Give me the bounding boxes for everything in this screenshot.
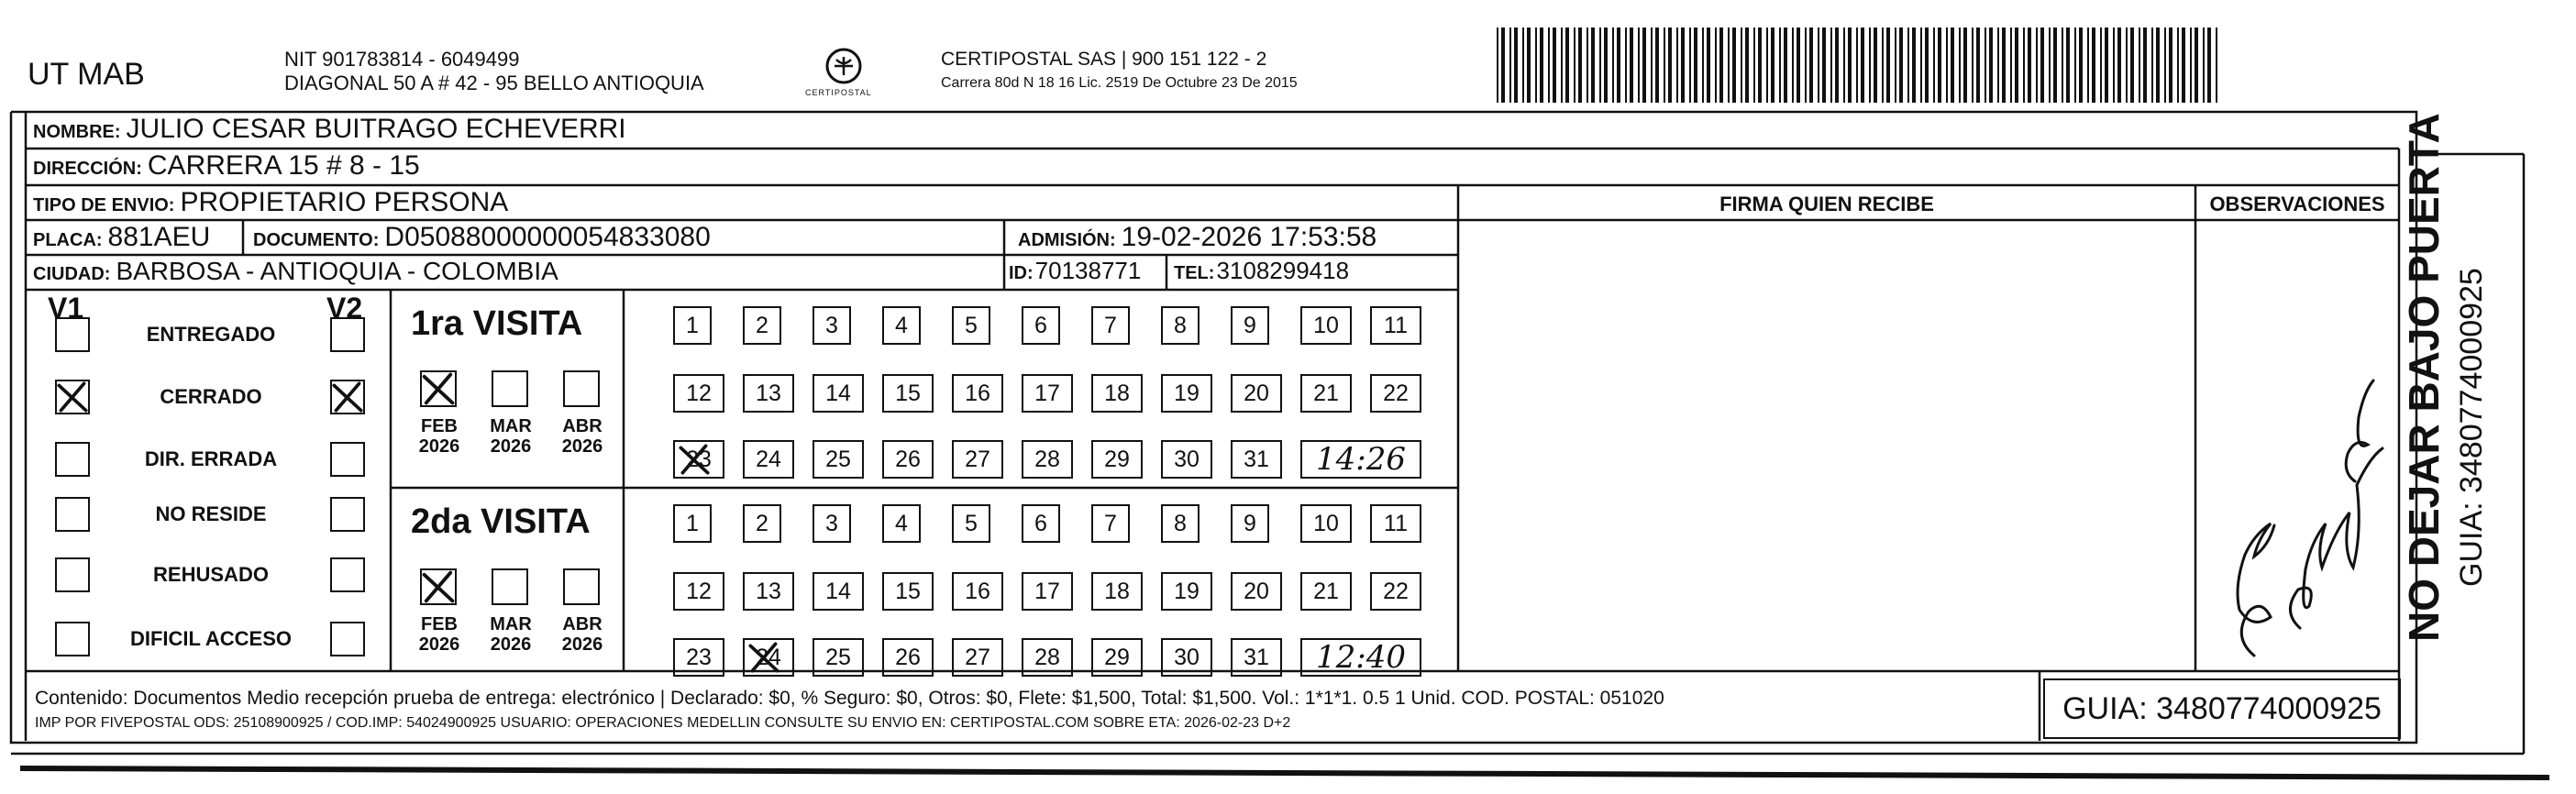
day-box[interactable]: 9: [1231, 306, 1269, 345]
day-box[interactable]: 7: [1091, 306, 1130, 345]
observations-header: OBSERVACIONES: [2209, 193, 2385, 215]
plate-value: 881AEU: [107, 222, 211, 252]
print-info: IMP POR FIVEPOSTAL ODS: 25108900925 / COD.IMP: 54024900925 USUARIO: OPERACIONES MEDELLIN CONSULTE SU ENVIO EN: CERTIPOSTAL.COM SOBRE ETA: 2026-02-23 D+2: [35, 715, 1291, 731]
day-box[interactable]: 30: [1161, 440, 1212, 479]
month-name: FEB: [421, 614, 458, 634]
day-box[interactable]: 4: [882, 306, 921, 345]
v2-header: V2: [326, 292, 363, 325]
courier-license: Carrera 80d N 18 16 Lic. 2519 De Octubre 23 De 2015: [941, 75, 1298, 91]
no-leave-under-door-notice: NO DEJAR BAJO PUERTA: [2400, 113, 2448, 642]
month-label: [554, 614, 611, 655]
day-box[interactable]: 23: [673, 440, 724, 479]
visit-title: 2da VISITA: [411, 502, 591, 541]
day-box[interactable]: 20: [1231, 572, 1282, 611]
day-box[interactable]: 15: [882, 374, 934, 413]
day-box[interactable]: 29: [1091, 638, 1143, 677]
day-box[interactable]: 2: [743, 306, 781, 345]
day-box[interactable]: 26: [882, 638, 934, 677]
plate-field: [33, 222, 210, 253]
visit-time: 14:26: [1300, 440, 1421, 479]
shipment-type: PROPIETARIO PERSONA: [180, 187, 509, 217]
day-box[interactable]: 16: [952, 572, 1003, 611]
status-option-label: NO RESIDE: [155, 502, 267, 525]
month-year: 2026: [418, 634, 460, 655]
tel-label: TEL:: [1174, 263, 1215, 283]
v1-checkbox[interactable]: [55, 497, 90, 532]
month-label: [482, 614, 539, 655]
month-year: 2026: [561, 634, 603, 655]
month-name: MAR: [490, 416, 532, 436]
tel-field: [1174, 257, 1349, 285]
handwriting-scribble: [2199, 225, 2397, 669]
id-label: ID:: [1009, 263, 1034, 283]
day-box[interactable]: 14: [813, 572, 864, 611]
admission-field: [1018, 222, 1376, 253]
day-box[interactable]: 25: [813, 638, 864, 677]
v2-checkbox[interactable]: [330, 442, 365, 477]
day-box[interactable]: 6: [1022, 504, 1060, 543]
check-mark-icon: [675, 440, 713, 479]
city-value: BARBOSA - ANTIOQUIA - COLOMBIA: [116, 257, 558, 285]
month-year: 2026: [490, 634, 532, 655]
day-box[interactable]: 17: [1022, 572, 1073, 611]
day-box[interactable]: 21: [1300, 374, 1352, 413]
day-box[interactable]: 23: [673, 638, 724, 677]
address-label: DIRECCIÓN:: [33, 159, 142, 179]
day-box[interactable]: 16: [952, 374, 1003, 413]
guia-number: GUIA: 3480774000925: [2043, 678, 2401, 739]
brand-name: UT MAB: [28, 57, 145, 92]
side-guia-number: GUIA: 3480774000925: [2454, 268, 2489, 587]
address-row: [33, 150, 420, 182]
day-box[interactable]: 6: [1022, 306, 1060, 345]
day-box[interactable]: 5: [952, 306, 990, 345]
shipment-type-label: TIPO DE ENVIO:: [33, 195, 175, 215]
check-mark-icon: [53, 378, 92, 416]
day-box[interactable]: 11: [1370, 504, 1421, 543]
status-option-label: ENTREGADO: [146, 323, 276, 346]
day-box[interactable]: 11: [1370, 306, 1421, 345]
day-box[interactable]: 15: [882, 572, 934, 611]
month-year: 2026: [490, 436, 532, 457]
admission-value: 19-02-2026 17:53:58: [1121, 222, 1377, 252]
v2-checkbox[interactable]: [330, 317, 365, 352]
day-box[interactable]: 29: [1091, 440, 1143, 479]
address-line: DIAGONAL 50 A # 42 - 95 BELLO ANTIOQUIA: [284, 72, 704, 94]
plate-label: PLACA:: [33, 230, 103, 250]
day-box[interactable]: 28: [1022, 638, 1073, 677]
logo-caption: CERTIPOSTAL: [805, 88, 872, 97]
day-box[interactable]: 10: [1300, 306, 1352, 345]
day-box[interactable]: 27: [952, 440, 1003, 479]
day-box[interactable]: 8: [1161, 504, 1200, 543]
nit-line: NIT 901783814 - 6049499: [284, 48, 520, 71]
day-box[interactable]: 24: [743, 440, 794, 479]
day-box[interactable]: 1: [673, 306, 712, 345]
month-year: 2026: [561, 436, 603, 457]
day-box[interactable]: 25: [813, 440, 864, 479]
month-name: ABR: [562, 416, 603, 436]
day-box[interactable]: 3: [813, 504, 851, 543]
month-label: [554, 416, 611, 457]
v1-checkbox[interactable]: [55, 317, 90, 352]
recipient-name: JULIO CESAR BUITRAGO ECHEVERRI: [126, 114, 626, 144]
month-checkbox[interactable]: [563, 568, 600, 605]
day-box[interactable]: 12: [673, 572, 724, 611]
day-box[interactable]: 3: [813, 306, 851, 345]
document-value: D05088000000054833080: [384, 222, 711, 252]
day-box[interactable]: 27: [952, 638, 1003, 677]
day-box[interactable]: 5: [952, 504, 990, 543]
month-label: [411, 416, 468, 457]
day-box[interactable]: 14: [813, 374, 864, 413]
courier-name: CERTIPOSTAL SAS | 900 151 122 - 2: [941, 49, 1267, 70]
v2-checkbox[interactable]: [330, 622, 365, 656]
status-option-label: DIR. ERRADA: [144, 447, 278, 470]
check-mark-icon: [745, 638, 783, 677]
day-box[interactable]: 12: [673, 374, 724, 413]
visit-time: 12:40: [1300, 638, 1421, 677]
day-box[interactable]: 30: [1161, 638, 1212, 677]
month-checkbox[interactable]: [492, 568, 528, 605]
id-field: [1009, 257, 1141, 285]
day-box[interactable]: 18: [1091, 572, 1143, 611]
content-description: Contenido: Documentos Medio recepción prueba de entrega: electrónico | Declarado: $0, % Seguro: $0, Otros: $0, Flete: $1,500, Total: $1,500. Vol.: 1*1*1. 0.5 1 Unid. COD. POSTAL: 051020: [35, 688, 1664, 709]
v2-checkbox[interactable]: [330, 497, 365, 532]
day-box[interactable]: 10: [1300, 504, 1352, 543]
day-box[interactable]: 26: [882, 440, 934, 479]
day-box[interactable]: 1: [673, 504, 712, 543]
month-name: ABR: [562, 614, 603, 634]
status-option-label: CERRADO: [160, 385, 262, 408]
signature-header: FIRMA QUIEN RECIBE: [1719, 193, 1934, 215]
tel-value: 3108299418: [1216, 257, 1350, 284]
month-label: [411, 614, 468, 655]
day-box[interactable]: 2: [743, 504, 781, 543]
day-box[interactable]: 18: [1091, 374, 1143, 413]
day-box[interactable]: 31: [1231, 638, 1282, 677]
day-box[interactable]: 4: [882, 504, 921, 543]
recipient-address: CARRERA 15 # 8 - 15: [147, 150, 420, 181]
v1-header: V1: [48, 292, 84, 325]
day-box[interactable]: 19: [1161, 572, 1212, 611]
day-box[interactable]: 21: [1300, 572, 1352, 611]
document-field: [253, 222, 711, 253]
name-label: NOMBRE:: [33, 122, 121, 142]
day-box[interactable]: 19: [1161, 374, 1212, 413]
day-box[interactable]: 28: [1022, 440, 1073, 479]
v2-checkbox[interactable]: [330, 557, 365, 592]
day-box[interactable]: 13: [743, 572, 794, 611]
day-box[interactable]: 22: [1370, 374, 1421, 413]
v1-checkbox[interactable]: [55, 622, 90, 656]
day-box[interactable]: 7: [1091, 504, 1130, 543]
day-box[interactable]: 13: [743, 374, 794, 413]
check-mark-icon: [418, 369, 459, 409]
status-option-label: DIFICIL ACCESO: [129, 627, 292, 650]
day-box[interactable]: 24: [743, 638, 794, 677]
day-box[interactable]: 22: [1370, 572, 1421, 611]
day-box[interactable]: 9: [1231, 504, 1269, 543]
city-label: CIUDAD:: [33, 264, 111, 284]
document-label: DOCUMENTO:: [253, 230, 380, 250]
day-box[interactable]: 17: [1022, 374, 1073, 413]
month-checkbox[interactable]: [563, 370, 600, 407]
status-option-label: REHUSADO: [153, 563, 269, 586]
month-name: FEB: [421, 416, 458, 436]
visit-title: 1ra VISITA: [411, 304, 583, 343]
day-box[interactable]: 20: [1231, 374, 1282, 413]
id-value: 70138771: [1034, 257, 1142, 284]
month-checkbox[interactable]: [492, 370, 528, 407]
month-year: 2026: [418, 436, 460, 457]
check-mark-icon: [328, 378, 367, 416]
check-mark-icon: [418, 567, 459, 607]
day-box[interactable]: 8: [1161, 306, 1200, 345]
city-field: [33, 257, 558, 286]
shipment-type-row: [33, 187, 508, 218]
name-row: [33, 114, 626, 145]
month-label: [482, 416, 539, 457]
admission-label: ADMISIÓN:: [1018, 230, 1116, 250]
v1-checkbox[interactable]: [55, 442, 90, 477]
month-name: MAR: [490, 614, 532, 634]
day-box[interactable]: 31: [1231, 440, 1282, 479]
v1-checkbox[interactable]: [55, 557, 90, 592]
